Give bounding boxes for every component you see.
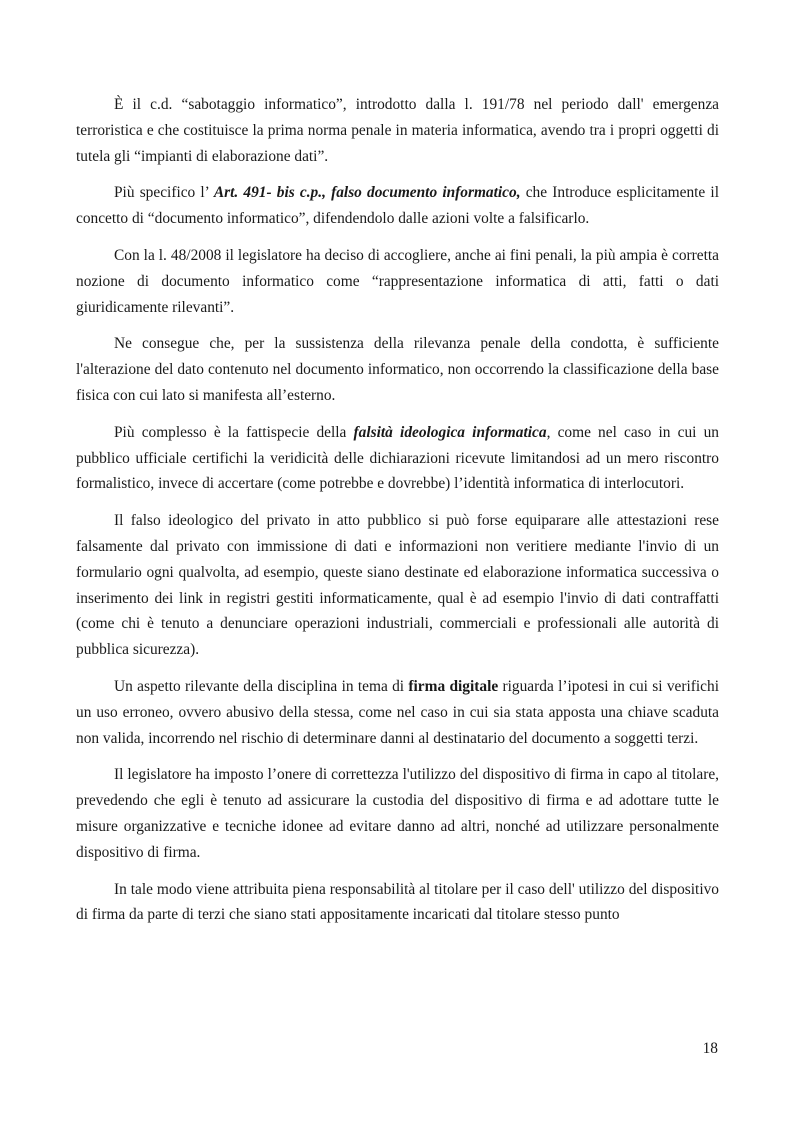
paragraph-text-lead: Un aspetto rilevante della disciplina in tema di: [114, 677, 409, 695]
paragraph-legge-48-2008: Con la l. 48/2008 il legislatore ha deciso di accogliere, anche ai fini penali, la più ampia è corretta nozione di documento informatico come “rappresentazione informatica di atti, fatti o dati giuridicamente rilevanti”.: [76, 246, 719, 316]
emphasis-falsita-ideologica-informatica: falsità ideologica informatica: [353, 423, 547, 441]
paragraph-text-tail: riguarda l’ipotesi in cui si verifichi un uso erroneo, ovvero abusivo della stessa, come nel caso in cui sia stata apposta una chiave scaduta non valida, incorrendo nel rischio di determinare danni al destinatario del documento a soggetti terzi.: [76, 677, 719, 747]
paragraph-text-lead: Più specifico l’: [114, 184, 214, 202]
paragraph-onere-correttezza: Il legislatore ha imposto l’onere di correttezza l'utilizzo del dispositivo di firma in capo al titolare, prevedendo che egli è tenuto ad assicurare la custodia del dispositivo di firma e ad adottare tutte le misure organizzative e tecniche idonee ad evitare danno ad altri, nonché ad utilizzare personalmente dispositivo di firma.: [76, 766, 719, 861]
paragraph-falso-ideologico-privato: Il falso ideologico del privato in atto pubblico si può forse equiparare alle attestazioni rese falsamente dal privato con immissione di dati e informazioni non veritiere mediante l'invio di un formulario ogni qualvolta, ad esempio, queste siano destinate ed elaborazione informatica successiva o inserimento dei link in registri gestiti informaticamente, qual è ad esempio l'invio di dati contraffatti (come chi è tenuto a denunciare operazioni industriali, commerciali e professionali alle autorità di pubblica sicurezza).: [76, 512, 719, 659]
emphasis-firma-digitale: firma digitale: [408, 677, 499, 695]
paragraph-text-tail: , come nel caso in cui un pubblico ufficiale certifichi la veridicità delle dichiarazioni ricevute limitandosi ad un mero riscontro formalistico, invece di accertare (come potrebbe e dovrebbe) l’identità informatica di interlocutori.: [76, 423, 720, 493]
page-number: 18: [702, 1040, 718, 1057]
paragraph-rilevanza-penale: Ne consegue che, per la sussistenza della rilevanza penale della condotta, è sufficiente l'alterazione del dato contenuto nel documento informatico, non occorrendo la classificazione della base fisica con cui lato si manifesta all’esterno.: [76, 335, 719, 404]
paragraph-text-tail: che Introduce esplicitamente il concetto di “documento informatico”, difendendolo dalle azioni volte a falsificarlo.: [76, 184, 719, 228]
article-reference-491-bis: Art. 491- bis c.p., falso documento informatico,: [213, 184, 521, 202]
paragraph-firma-digitale: [76, 674, 719, 751]
paragraph-text-lead: Più complesso è la fattispecie della: [114, 423, 354, 441]
paragraph-responsabilita-titolare: In tale modo viene attribuita piena responsabilità al titolare per il caso dell' utilizzo del dispositivo di firma da parte di terzi che siano stati appositamente incaricati dal titolare stesso punto: [76, 880, 719, 924]
paragraph-falsita-ideologica: [76, 420, 719, 497]
paragraph-falso-documento-informatico: [76, 180, 719, 232]
body-text: [76, 92, 719, 928]
paragraph-sabotaggio-informatico: È il c.d. “sabotaggio informatico”, introdotto dalla l. 191/78 nel periodo dall' emergenza terroristica e che costituisce la prima norma penale in materia informatica, avendo tra i propri oggetti di tutela gli “impianti di elaborazione dati”.: [76, 96, 719, 165]
